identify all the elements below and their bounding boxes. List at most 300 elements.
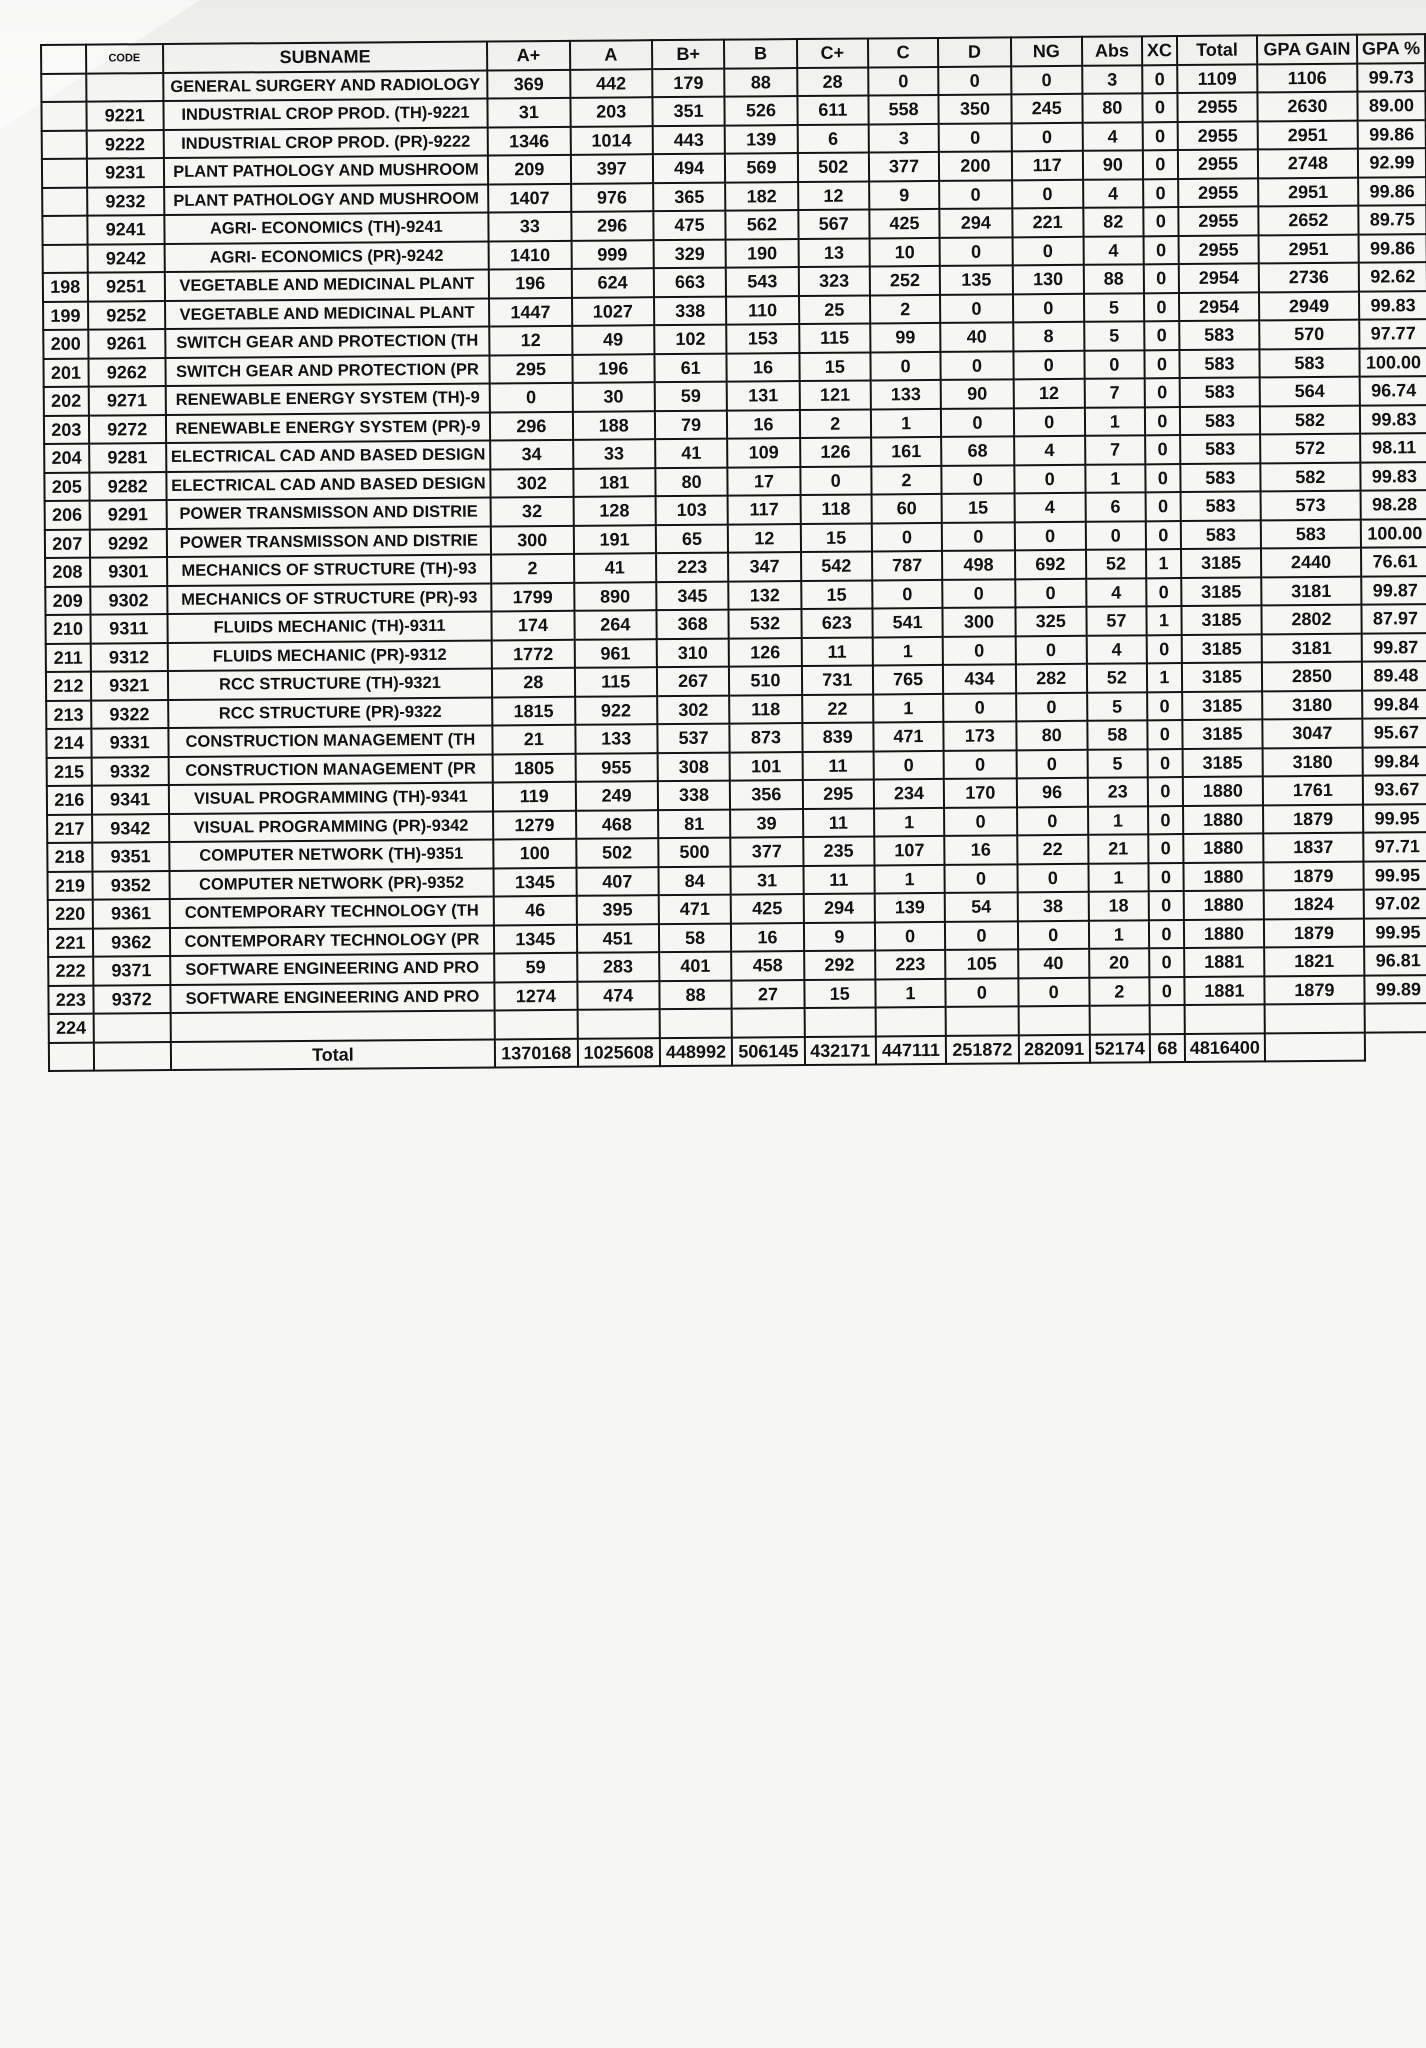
cell-gpa-percent: 99.95: [1364, 918, 1426, 947]
cell-gpa-percent: 93.67: [1363, 775, 1426, 804]
col-header-c-plus: C+: [797, 38, 868, 67]
cell-d: 498: [942, 550, 1015, 579]
cell-gpa-percent: 97.77: [1359, 319, 1426, 348]
cell-c: 1: [873, 693, 944, 722]
subject-code: [86, 73, 163, 102]
subject-name: INDUSTRIAL CROP PROD. (PR)-9222: [163, 127, 488, 158]
cell-c-plus: 11: [801, 637, 872, 666]
cell-a: 41: [574, 553, 657, 582]
cell-d: 0: [941, 408, 1014, 437]
cell-a: 442: [570, 69, 653, 98]
cell-gpa-gain: 3047: [1262, 719, 1362, 748]
cell-total: 2955: [1178, 235, 1258, 264]
cell-a-plus: 1274: [495, 981, 578, 1010]
cell-c: 0: [875, 921, 946, 950]
cell-c-plus: 6: [797, 124, 868, 153]
cell-a: 397: [570, 154, 653, 183]
cell-c: 0: [872, 522, 943, 551]
row-index: 217: [47, 814, 92, 843]
cell-xc: 0: [1143, 179, 1178, 208]
subject-code: 9362: [93, 928, 170, 957]
cell-gpa-gain: 583: [1259, 348, 1359, 377]
cell-xc: 0: [1144, 293, 1179, 322]
cell-gpa-gain: 2748: [1258, 149, 1358, 178]
cell-c: 1: [874, 864, 945, 893]
cell-a: 407: [576, 867, 659, 896]
cell-xc: 0: [1147, 720, 1182, 749]
cell-a: 502: [576, 838, 659, 867]
cell-xc: 0: [1148, 834, 1183, 863]
cell-c-plus: 0: [800, 466, 871, 495]
cell-a-plus: 46: [494, 896, 577, 925]
subject-code: 9301: [90, 557, 167, 586]
cell-total: 1880: [1183, 776, 1263, 805]
cell-abs: 58: [1087, 720, 1147, 749]
cell-b: 190: [726, 239, 799, 268]
cell-gpa-percent: 99.84: [1362, 747, 1426, 776]
cell-xc: 1: [1146, 606, 1181, 635]
cell-xc: 0: [1148, 777, 1183, 806]
cell-ng: 12: [1013, 379, 1084, 408]
cell-b-plus: 41: [655, 439, 728, 468]
cell-ng: 0: [1017, 863, 1088, 892]
cell-xc: 0: [1149, 920, 1184, 949]
cell-a: 1014: [570, 126, 653, 155]
cell-abs: 57: [1086, 606, 1146, 635]
subject-code: 9361: [92, 899, 169, 928]
cell-total: 2955: [1178, 149, 1258, 178]
row-index: 202: [44, 387, 89, 416]
cell-gpa-percent: 95.67: [1362, 718, 1426, 747]
cell-c: 2: [871, 465, 942, 494]
cell-d: 170: [944, 778, 1017, 807]
cell-gpa-gain: 3181: [1262, 633, 1362, 662]
cell-total: 1881: [1184, 976, 1264, 1005]
subject-name: VISUAL PROGRAMMING (PR)-9342: [169, 811, 494, 842]
cell-ng: 38: [1017, 892, 1088, 921]
cell-ng: 0: [1015, 578, 1086, 607]
cell-a: 451: [576, 924, 659, 953]
cell-gpa-percent: 89.00: [1357, 91, 1425, 120]
cell-d: 0: [941, 351, 1014, 380]
cell-ng: 96: [1016, 778, 1087, 807]
cell-d: 0: [940, 237, 1013, 266]
subject-code: 9272: [89, 415, 166, 444]
cell-abs: 21: [1088, 834, 1148, 863]
cell-ng: 0: [1018, 920, 1089, 949]
cell-a: 961: [574, 639, 657, 668]
cell-gpa-percent: 76.61: [1361, 547, 1426, 576]
cell-abs: 4: [1082, 122, 1142, 151]
cell-c-plus: 25: [799, 295, 870, 324]
subject-name: RENEWABLE ENERGY SYSTEM (TH)-9: [165, 383, 490, 414]
subject-name: COMPUTER NETWORK (PR)-9352: [169, 868, 494, 899]
cell-gpa-gain: 2652: [1258, 206, 1358, 235]
row-index: 206: [45, 501, 90, 530]
cell-abs: 5: [1087, 749, 1147, 778]
cell-total: 583: [1180, 406, 1260, 435]
subject-name: ELECTRICAL CAD AND BASED DESIGN: [166, 440, 491, 471]
totals-a-plus: 1370168: [495, 1038, 578, 1067]
subject-code: 9231: [87, 158, 164, 187]
row-index: 224: [49, 1014, 94, 1043]
cell-c-plus: 292: [804, 950, 875, 979]
cell-xc: 0: [1144, 264, 1179, 293]
cell-gpa-gain: 1761: [1263, 776, 1363, 805]
cell-a-plus: 300: [491, 525, 574, 554]
cell-total: 1881: [1184, 947, 1264, 976]
cell-c-plus: 9: [804, 922, 875, 951]
cell-abs: 20: [1089, 948, 1149, 977]
cell-c: 161: [871, 437, 942, 466]
cell-a: 1027: [572, 297, 655, 326]
cell-b-plus: 81: [658, 809, 731, 838]
subject-code: 9331: [91, 728, 168, 757]
subject-code: 9262: [88, 358, 165, 387]
cell-d: 15: [942, 493, 1015, 522]
cell-gpa-percent: 98.28: [1360, 490, 1426, 519]
cell-a: 890: [574, 582, 657, 611]
cell-xc: 0: [1143, 236, 1178, 265]
cell-c: 0: [868, 66, 939, 95]
subject-code: 9311: [90, 614, 167, 643]
cell-c: 223: [875, 950, 946, 979]
cell-a-plus: 295: [490, 354, 573, 383]
cell-gpa-percent: 92.99: [1358, 148, 1426, 177]
cell-gpa-percent: 89.48: [1362, 661, 1426, 690]
row-index: 212: [46, 672, 91, 701]
cell-c-plus: 15: [801, 580, 872, 609]
cell-c: 60: [871, 494, 942, 523]
cell-b-plus: 475: [653, 211, 726, 240]
row-index: [43, 244, 88, 273]
cell-c: 1: [873, 636, 944, 665]
subject-name: POWER TRANSMISSON AND DISTRIE: [166, 497, 491, 528]
subject-code: 9352: [92, 871, 169, 900]
cell-ng: 245: [1011, 94, 1082, 123]
cell-abs: 1: [1088, 806, 1148, 835]
row-index: 198: [43, 273, 88, 302]
cell-d: 0: [943, 636, 1016, 665]
cell-d: 350: [939, 94, 1012, 123]
cell-d: 0: [946, 978, 1019, 1007]
cell-ng: 0: [1016, 692, 1087, 721]
cell-b: 356: [730, 780, 803, 809]
subject-name: SWITCH GEAR AND PROTECTION (PR: [165, 355, 490, 386]
cell-b-plus: 80: [655, 467, 728, 496]
subject-code: 9222: [86, 130, 163, 159]
cell-a: 468: [576, 810, 659, 839]
cell-a-plus: 1346: [488, 126, 571, 155]
cell-xc: 0: [1149, 977, 1184, 1006]
cell-b: 347: [728, 552, 801, 581]
cell-d: 0: [939, 123, 1012, 152]
cell-gpa-gain: 570: [1259, 320, 1359, 349]
row-index: 215: [47, 757, 92, 786]
row-index: 221: [48, 928, 93, 957]
cell-b: 132: [729, 581, 802, 610]
cell-a-plus: 119: [493, 782, 576, 811]
cell-total: 3185: [1182, 691, 1262, 720]
subject-name: PLANT PATHOLOGY AND MUSHROOM: [164, 155, 489, 186]
cell-b-plus: 58: [659, 923, 732, 952]
subject-name: AGRI- ECONOMICS (PR)-9242: [164, 241, 489, 272]
cell-abs: 4: [1083, 179, 1143, 208]
subject-code: 9292: [90, 529, 167, 558]
cell-a: 203: [570, 97, 653, 126]
cell-c: 558: [868, 95, 939, 124]
cell-b-plus: 84: [658, 866, 731, 895]
cell-d: 16: [944, 835, 1017, 864]
cell-a: 30: [572, 382, 655, 411]
cell-abs: 5: [1087, 692, 1147, 721]
subject-name: COMPUTER NETWORK (TH)-9351: [169, 839, 494, 870]
cell-ng: 0: [1011, 122, 1082, 151]
cell-xc: 0: [1149, 948, 1184, 977]
cell-b-plus: 365: [653, 182, 726, 211]
cell-total: 3185: [1182, 719, 1262, 748]
cell-c-plus: 15: [800, 523, 871, 552]
cell-gpa-percent: 99.89: [1364, 975, 1426, 1004]
cell-abs: 18: [1089, 891, 1149, 920]
cell-b-plus: 103: [655, 496, 728, 525]
cell-abs: 82: [1083, 207, 1143, 236]
subject-code: 9372: [93, 985, 170, 1014]
cell-b: 16: [727, 353, 800, 382]
cell-c: 1: [874, 807, 945, 836]
cell-xc: 0: [1147, 749, 1182, 778]
cell-a-plus: 369: [487, 69, 570, 98]
cell-gpa-gain: 573: [1261, 491, 1361, 520]
subject-code: 9251: [88, 272, 165, 301]
cell-b: 109: [727, 438, 800, 467]
cell-abs: 88: [1084, 264, 1144, 293]
col-header-a: A: [570, 40, 653, 69]
cell-c: 9: [869, 180, 940, 209]
row-index: 223: [48, 985, 93, 1014]
cell-a-plus: 1815: [492, 696, 575, 725]
cell-gpa-gain: 572: [1260, 434, 1360, 463]
cell-xc: 0: [1145, 435, 1180, 464]
cell-a-plus: 1407: [488, 183, 571, 212]
cell-gpa-percent: 99.95: [1363, 861, 1426, 890]
cell-c: 252: [870, 266, 941, 295]
cell-total: [1184, 1004, 1264, 1033]
row-index: 204: [44, 444, 89, 473]
cell-a-plus: 1345: [494, 924, 577, 953]
cell-c-plus: 502: [798, 152, 869, 181]
cell-ng: 4: [1014, 493, 1085, 522]
cell-b-plus: 310: [657, 638, 730, 667]
cell-total: 3185: [1182, 662, 1262, 691]
cell-c-plus: 731: [802, 665, 873, 694]
cell-gpa-gain: 2802: [1261, 605, 1361, 634]
cell-d: 0: [945, 921, 1018, 950]
cell-a-plus: 1410: [489, 240, 572, 269]
results-table: [40, 33, 1426, 1072]
cell-total: 3185: [1181, 548, 1261, 577]
totals-xc: 68: [1150, 1034, 1185, 1063]
cell-b: 526: [725, 96, 798, 125]
cell-gpa-gain: 2630: [1257, 92, 1357, 121]
cell-total: 583: [1181, 520, 1261, 549]
row-index: [42, 187, 87, 216]
cell-total: 583: [1180, 463, 1260, 492]
cell-b-plus: 329: [653, 239, 726, 268]
subject-name: SOFTWARE ENGINEERING AND PRO: [170, 982, 495, 1013]
row-index: 213: [46, 700, 91, 729]
cell-a-plus: 1772: [492, 639, 575, 668]
subject-code: 9291: [89, 500, 166, 529]
cell-gpa-percent: 99.83: [1360, 405, 1426, 434]
cell-gpa-percent: 99.84: [1362, 690, 1426, 719]
cell-gpa-gain: 1821: [1264, 947, 1364, 976]
cell-b-plus: 443: [653, 125, 726, 154]
cell-c: 787: [872, 551, 943, 580]
cell-b: 31: [731, 866, 804, 895]
cell-c: 0: [872, 579, 943, 608]
totals-abs: 52174: [1090, 1034, 1150, 1063]
cell-d: 200: [939, 151, 1012, 180]
cell-gpa-percent: 99.87: [1361, 576, 1426, 605]
cell-gpa-gain: 564: [1260, 377, 1360, 406]
col-header-c: C: [868, 38, 939, 67]
col-header-subname: SUBNAME: [163, 41, 488, 72]
cell-gpa-gain: 1879: [1264, 918, 1364, 947]
cell-b-plus: 345: [656, 581, 729, 610]
row-index: 207: [45, 529, 90, 558]
cell-c-plus: 11: [803, 808, 874, 837]
col-header-ng: NG: [1011, 37, 1082, 66]
cell-xc: 0: [1142, 65, 1177, 94]
cell-xc: 0: [1146, 521, 1181, 550]
subject-name: FLUIDS MECHANIC (PR)-9312: [167, 640, 492, 671]
cell-b: 16: [731, 923, 804, 952]
subject-name: POWER TRANSMISSON AND DISTRIE: [167, 526, 492, 557]
cell-abs: 1: [1089, 920, 1149, 949]
cell-c-plus: 126: [800, 437, 871, 466]
cell-c-plus: 567: [798, 209, 869, 238]
cell-a-plus: 2: [491, 554, 574, 583]
cell-c-plus: 11: [802, 751, 873, 780]
cell-b: [732, 1008, 805, 1037]
cell-c-plus: 542: [801, 551, 872, 580]
cell-ng: 117: [1011, 151, 1082, 180]
cell-c-plus: 15: [799, 352, 870, 381]
cell-b: 377: [731, 837, 804, 866]
cell-a-plus: 1345: [494, 867, 577, 896]
subject-name: [170, 1010, 495, 1041]
cell-c: 107: [874, 836, 945, 865]
cell-b-plus: 338: [654, 296, 727, 325]
cell-total: 1880: [1184, 919, 1264, 948]
cell-a: 922: [575, 696, 658, 725]
cell-abs: 5: [1084, 321, 1144, 350]
totals-ng: 282091: [1018, 1034, 1089, 1063]
cell-ng: [1018, 1006, 1089, 1035]
cell-c-plus: 323: [798, 266, 869, 295]
cell-d: 294: [940, 208, 1013, 237]
subject-name: PLANT PATHOLOGY AND MUSHROOM: [164, 184, 489, 215]
cell-a-plus: 209: [488, 155, 571, 184]
cell-c-plus: [804, 1007, 875, 1036]
cell-gpa-gain: 582: [1260, 405, 1360, 434]
cell-b: 543: [726, 267, 799, 296]
cell-ng: 80: [1016, 721, 1087, 750]
cell-c-plus: 611: [797, 95, 868, 124]
cell-total: 2954: [1179, 292, 1259, 321]
totals-label: Total: [171, 1039, 496, 1070]
cell-c-plus: 11: [803, 865, 874, 894]
cell-a: 474: [577, 981, 660, 1010]
cell-ng: 0: [1017, 806, 1088, 835]
cell-d: 173: [944, 721, 1017, 750]
totals-b: 506145: [732, 1037, 805, 1066]
row-index: [42, 159, 87, 188]
cell-gpa-gain: 1879: [1263, 804, 1363, 833]
subject-name: SWITCH GEAR AND PROTECTION (TH: [165, 326, 490, 357]
cell-b-plus: 471: [659, 895, 732, 924]
row-index: 219: [47, 871, 92, 900]
cell-d: 0: [945, 864, 1018, 893]
cell-ng: 0: [1015, 635, 1086, 664]
cell-b-plus: 179: [652, 68, 725, 97]
cell-c-plus: 295: [802, 779, 873, 808]
cell-xc: 0: [1149, 891, 1184, 920]
row-index: 218: [47, 843, 92, 872]
cell-gpa-gain: [1265, 1004, 1365, 1033]
cell-b: 510: [729, 666, 802, 695]
cell-a: 999: [571, 240, 654, 269]
totals-d: 251872: [946, 1035, 1019, 1064]
cell-ng: 0: [1013, 293, 1084, 322]
subject-code: 9322: [91, 700, 168, 729]
cell-b: 873: [730, 723, 803, 752]
cell-gpa-percent: 99.83: [1359, 291, 1426, 320]
cell-d: 0: [942, 522, 1015, 551]
cell-a-plus: 1799: [491, 582, 574, 611]
cell-d: 0: [942, 465, 1015, 494]
cell-total: 1109: [1177, 64, 1257, 93]
cell-b: 118: [729, 695, 802, 724]
subject-code: 9332: [91, 757, 168, 786]
cell-gpa-percent: [1364, 1003, 1426, 1032]
cell-ng: 282: [1016, 664, 1087, 693]
cell-b: 131: [727, 381, 800, 410]
cell-xc: 0: [1145, 492, 1180, 521]
cell-c-plus: 2: [800, 409, 871, 438]
cell-a-plus: [495, 1010, 578, 1039]
cell-a: 133: [575, 724, 658, 753]
cell-a: 624: [571, 268, 654, 297]
cell-b: 16: [727, 410, 800, 439]
cell-xc: 0: [1144, 321, 1179, 350]
subject-name: RCC STRUCTURE (TH)-9321: [168, 668, 493, 699]
col-header-b-plus: B+: [652, 40, 725, 69]
cell-a-plus: 31: [488, 98, 571, 127]
cell-c: 139: [875, 893, 946, 922]
col-header-xc: XC: [1142, 36, 1177, 65]
cell-total: 583: [1179, 349, 1259, 378]
cell-total: 1880: [1183, 833, 1263, 862]
cell-b: 569: [725, 153, 798, 182]
cell-total: 1880: [1183, 862, 1263, 891]
cell-abs: 7: [1084, 378, 1144, 407]
cell-a: 264: [574, 610, 657, 639]
cell-a: 191: [573, 525, 656, 554]
cell-c-plus: 118: [800, 494, 871, 523]
subject-code: 9281: [89, 443, 166, 472]
